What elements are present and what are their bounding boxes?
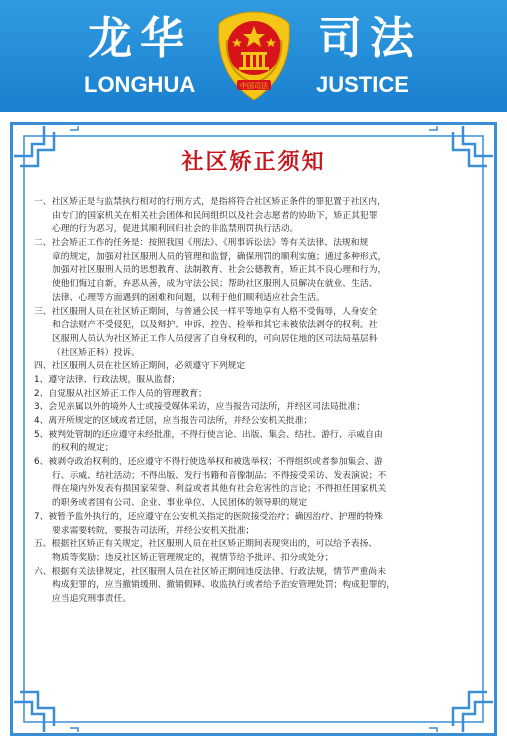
notice-line: 和合法财产不受侵犯，以及辩护、申诉、控告、检举和其它未被依法剥夺的权利。社	[52, 320, 378, 331]
notice-line: 三、社区服刑人员在社区矫正期间，与普通公民一样平等地享有人格不受侮辱，人身安全	[34, 306, 378, 317]
notice-line: 5、被判处管制的还应遵守未经批准，不得行使言论、出版、集会、结社、游行、示威自由	[34, 429, 383, 440]
notice-line: 6、被剥夺政治权利的，还应遵守不得行使选举权和被选举权；不得组织或者参加集会、游	[34, 457, 383, 468]
emblem-ribbon-text: 中国司法	[240, 82, 268, 90]
notice-line: 3、会见亲属以外的境外人士或接受媒体采访，应当报告司法所，并经区司法局批准；	[34, 402, 366, 413]
notice-line: 应当追究刑事责任。	[52, 593, 132, 604]
notice-line: 加强对社区服刑人员的思想教育、法制教育、社会公德教育，矫正其不良心理和行为，	[52, 265, 387, 276]
justice-emblem-icon	[215, 10, 293, 102]
notice-line: 得在境内外发表有损国家荣誉、利益或者其他有社会危害性的言论；不得担任国家机关	[52, 484, 387, 495]
notice-line: 法律、心理等方面遇到的困难和问题，以利于他们顺利适应社会生活。	[52, 292, 325, 303]
notice-line: 要求需要转院，要报告司法所，并经公安机关批准；	[52, 525, 255, 536]
notice-line: 四、社区服刑人员在社区矫正期间，必须遵守下列规定	[34, 361, 246, 372]
notice-line: 区服刑人员认为社区矫正工作人员侵害了自身权利的，可向居住地的区司法局基层科	[52, 333, 378, 344]
notice-line: 构成犯罪的，应当撤销缓刑、撤销假释、收监执行或者给予治安管理处罚；构成犯罪的，	[52, 580, 396, 591]
notice-line: （社区矫正科）投诉。	[52, 347, 140, 358]
header-banner	[0, 0, 507, 112]
notice-line: 行、示威、结社活动；不得出版、发行书籍和音像制品；不得接受采访、发表演说；不	[52, 470, 387, 481]
notice-line: 六、根据有关法律规定，社区服刑人员在社区矫正期间违反法律、行政法规，情节严重尚未	[34, 566, 386, 577]
notice-line: 由专门的国家机关在相关社会团体和民间组织以及社会志愿者的协助下，矫正其犯罪	[52, 210, 378, 221]
notice-line: 4、离开所规定的区域或者迁居，应当报告司法所，并经公安机关批准；	[34, 416, 313, 426]
notice-title: 社区矫正须知	[181, 150, 326, 175]
notice-line: 五、根据社区矫正有关规定，社区服刑人员在社区矫正期间表现突出的，可以给予表扬、	[34, 539, 378, 550]
notice-line: 心理的行为恶习，促进其顺利回归社会的非监禁刑罚执行活动。	[52, 224, 299, 235]
notice-body	[34, 196, 480, 607]
notice-line: 章的规定，加强对社区服刑人员的管理和监督，确保刑罚的顺利实施；通过多种形式，	[52, 251, 387, 262]
header-subtitle-right: JUSTICE	[316, 72, 409, 97]
header-subtitle-left: LONGHUA	[84, 72, 196, 97]
notice-line: 1、遵守法律、行政法规，服从监督；	[34, 374, 181, 385]
notice-line: 2、自觉服从社区矫正工作人员的管理教育；	[34, 388, 207, 399]
notice-line: 使他们悔过自新，弃恶从善，成为守法公民；帮助社区服刑人员解决在就业、生活、	[52, 279, 378, 290]
header-title-left: 龙华	[88, 13, 192, 64]
notice-line: 一、社区矫正是与监禁执行相对的行刑方式，是指将符合社区矫正条件的罪犯置于社区内，	[34, 197, 386, 207]
notice-line: 7、被暂予监外执行的，还应遵守在公安机关指定的医院接受治疗；确因治疗、护理的特殊	[34, 511, 383, 522]
notice-line: 的职务或者国有公司、企业、事业单位、人民团体的领导职的规定	[52, 498, 308, 509]
header-title-right: 司法	[318, 13, 422, 64]
notice-line: 的权利的规定；	[52, 443, 114, 454]
notice-line: 物质等奖励；违反社区矫正管理规定的，视情节给予批评、扣分或处分；	[52, 552, 334, 563]
notice-line: 二、社会矫正工作的任务是：按照我国《刑法》、《刑事诉讼法》等有关法律、法规和规	[34, 238, 369, 249]
